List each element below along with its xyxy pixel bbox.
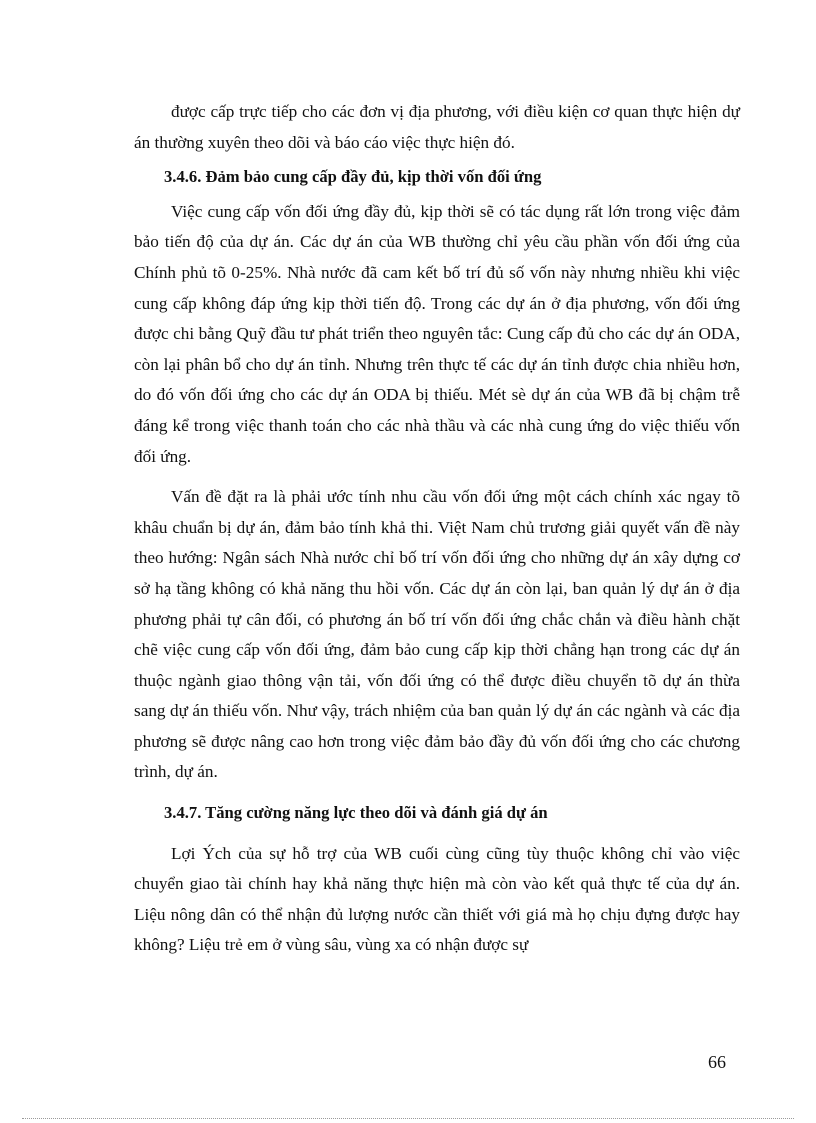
- footer-dotted-divider: [22, 1118, 794, 1119]
- section-3-4-7-paragraph-1: Lợi Ých của sự hỗ trợ của WB cuối cùng cũng tùy thuộc không chỉ vào việc chuyển giao tài chính hay khả năng thực hiện mà còn vào kết quả thực tế của dự án. Liệu nông dân có thể nhận đủ lượng nước cần thiết với giá mà họ chịu đựng được hay không? Liệu trẻ em ở vùng sâu, vùng xa có nhận được sự: [134, 843, 740, 955]
- section-heading-3-4-6: 3.4.6. Đảm bảo cung cấp đầy đủ, kịp thời vốn đối ứng: [164, 167, 542, 187]
- page-number: 66: [708, 1052, 726, 1072]
- document-body: [134, 97, 740, 961]
- section-3-4-6-paragraph-1: Việc cung cấp vốn đối ứng đầy đủ, kịp thời sẽ có tác dụng rất lớn trong việc đảm bảo tiến độ của dự án. Các dự án của WB thường chỉ yêu cầu phần vốn đối ứng của Chính phủ tõ 0-25%. Nhà nước đã cam kết bố trí đủ số vốn này nhưng nhiều khi việc cung cấp không đáp ứng kịp thời tiến độ. Trong các dự án ở địa phương, vốn đối ứng được chi bằng Quỹ đầu tư phát triển theo nguyên tắc: Cung cấp đủ cho các dự án ODA, còn lại phân bổ cho dự án tỉnh. Nhưng trên thực tế các dự án tỉnh được chia nhiều hơn, do đó vốn đối ứng cho các dự án ODA bị thiếu. Mét sè dự án của WB đã bị chậm trễ đáng kể trong việc thanh toán cho các nhà thầu và các nhà cung ứng do việc thiếu vốn đối ứng.: [134, 201, 740, 466]
- section-3-4-6-paragraph-2: Vấn đề đặt ra là phải ước tính nhu cầu vốn đối ứng một cách chính xác ngay tõ khâu chuẩn bị dự án, đảm bảo tính khả thi. Việt Nam chủ trương giải quyết vấn đề này theo hướng: Ngân sách Nhà nước chỉ bố trí vốn đối ứng cho những dự án xây dựng cơ sở hạ tầng không có khả năng thu hồi vốn. Các dự án còn lại, ban quản lý dự án ở địa phương phải tự cân đối, có phương án bố trí vốn đối ứng chắc chắn và điều hành chặt chẽ việc cung cấp vốn đối ứng, đảm bảo cung cấp kịp thời chẳng hạn trong các dự án thuộc ngành giao thông vận tải, vốn đối ứng có thể được điều chuyển tõ dự án thừa sang dự án thiếu vốn. Như vậy, trách nhiệm của ban quản lý dự án các ngành và các địa phương sẽ được nâng cao hơn trong việc đảm bảo đầy đủ vốn đối ứng cho các chương trình, dự án.: [134, 487, 740, 782]
- section-heading-3-4-7: 3.4.7. Tăng cường năng lực theo dõi và đánh giá dự án: [164, 803, 548, 823]
- continued-paragraph: được cấp trực tiếp cho các đơn vị địa phương, với điều kiện cơ quan thực hiện dự án thường xuyên theo dõi và báo cáo việc thực hiện đó.: [134, 102, 740, 152]
